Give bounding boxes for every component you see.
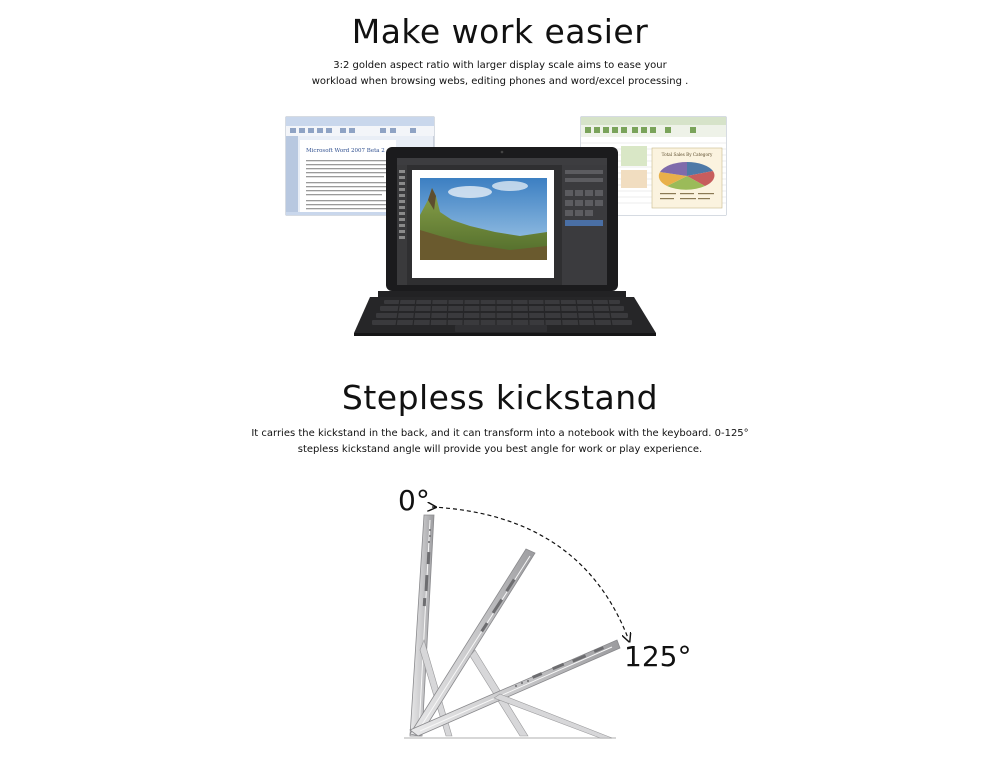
section-title-work: Make work easier [351,12,649,51]
description-line-1: 3:2 golden aspect ratio with larger display scale aims to ease your [333,60,667,71]
rotation-arrow [432,507,628,638]
angle-label-end: 125° [624,640,692,673]
description-line-2: stepless kickstand angle will provide you best angle for work or play experience. [297,444,703,455]
section-title-kickstand: Stepless kickstand [341,378,659,417]
word-doc-title: Microsoft Word 2007 Beta 2 [306,148,385,154]
description-line-1: It carries the kickstand in the back, and it can transform into a notebook with the keyboard. 0-125° [251,428,749,439]
angle-label-start: 0° [398,484,430,517]
description-line-2: workload when browsing webs, editing phones and word/excel processing . [311,76,689,87]
excel-chart-title: Total Sales By Category [661,152,713,157]
